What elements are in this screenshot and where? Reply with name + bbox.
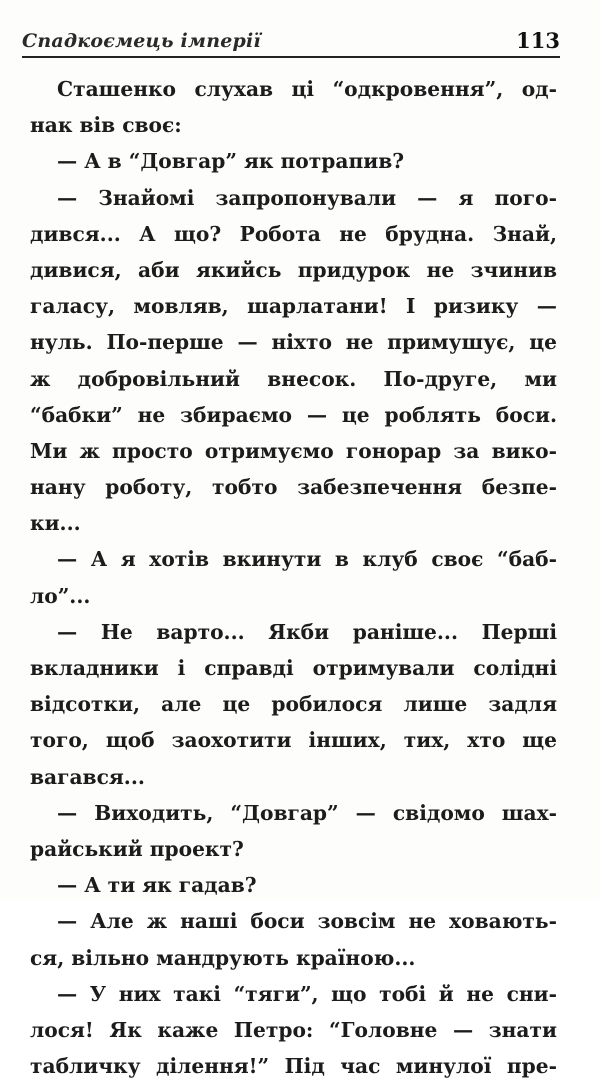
page-number: 113 (516, 28, 560, 53)
text-line: Сташенко слухав ці “одкровення”, од- (57, 77, 557, 101)
text-line: — А я хотів вкинути в клуб своє “баб- (57, 547, 557, 572)
text-line: Ми ж просто отримуємо гонорар за вико- (30, 438, 557, 463)
text-line: ки... (30, 511, 81, 536)
running-header (22, 28, 560, 58)
text-line: ж добровільний внесок. По-друге, ми (30, 366, 557, 391)
text-line: дився... А що? Робота не брудна. Знай, (30, 221, 557, 246)
text-line: — Але ж наші боси зовсім не ховають- (57, 909, 557, 934)
text-line: — А в “Довгар” як потрапив? (57, 149, 405, 174)
text-line: вкладники і справді отримували солідні (30, 656, 557, 680)
text-line: відсотки, але це робилося лише задля (30, 692, 557, 717)
text-line: ся, вільно мандрують країною... (30, 945, 416, 970)
text-line: ло”... (30, 583, 91, 608)
text-line: — Виходить, “Довгар” — свідомо шах- (57, 800, 557, 825)
text-line: — А ти як гадав? (57, 873, 257, 898)
text-line: галасу, мовляв, шарлатани! І ризику — (30, 294, 557, 319)
text-line: нак вів своє: (30, 113, 182, 138)
text-line: — Не варто... Якби раніше... Перші (57, 619, 557, 644)
text-line: того, щоб заохотити інших, тих, хто ще (30, 728, 557, 753)
text-line: табличку ділення!” Під час минулої пре- (30, 1054, 557, 1079)
text-line: вагався... (30, 764, 145, 789)
text-line: лося! Як каже Петро: “Головне — знати (30, 1017, 557, 1042)
body-text (30, 71, 557, 1084)
text-line: “бабки” не збираємо — це роблять боси. (30, 402, 557, 427)
text-line: дивися, аби якийсь придурок не зчинив (30, 257, 557, 282)
text-line: нану роботу, тобто забезпечення безпе- (30, 475, 557, 500)
text-line: — Знайомі запропонували — я пого- (57, 185, 557, 210)
text-line: нуль. По-перше — ніхто не примушує, це (30, 330, 557, 355)
text-line: райський проект? (30, 836, 244, 861)
text-line: — У них такі “тяги”, що тобі й не сни- (57, 981, 557, 1006)
running-title: Спадкоємець імперії (22, 30, 261, 52)
